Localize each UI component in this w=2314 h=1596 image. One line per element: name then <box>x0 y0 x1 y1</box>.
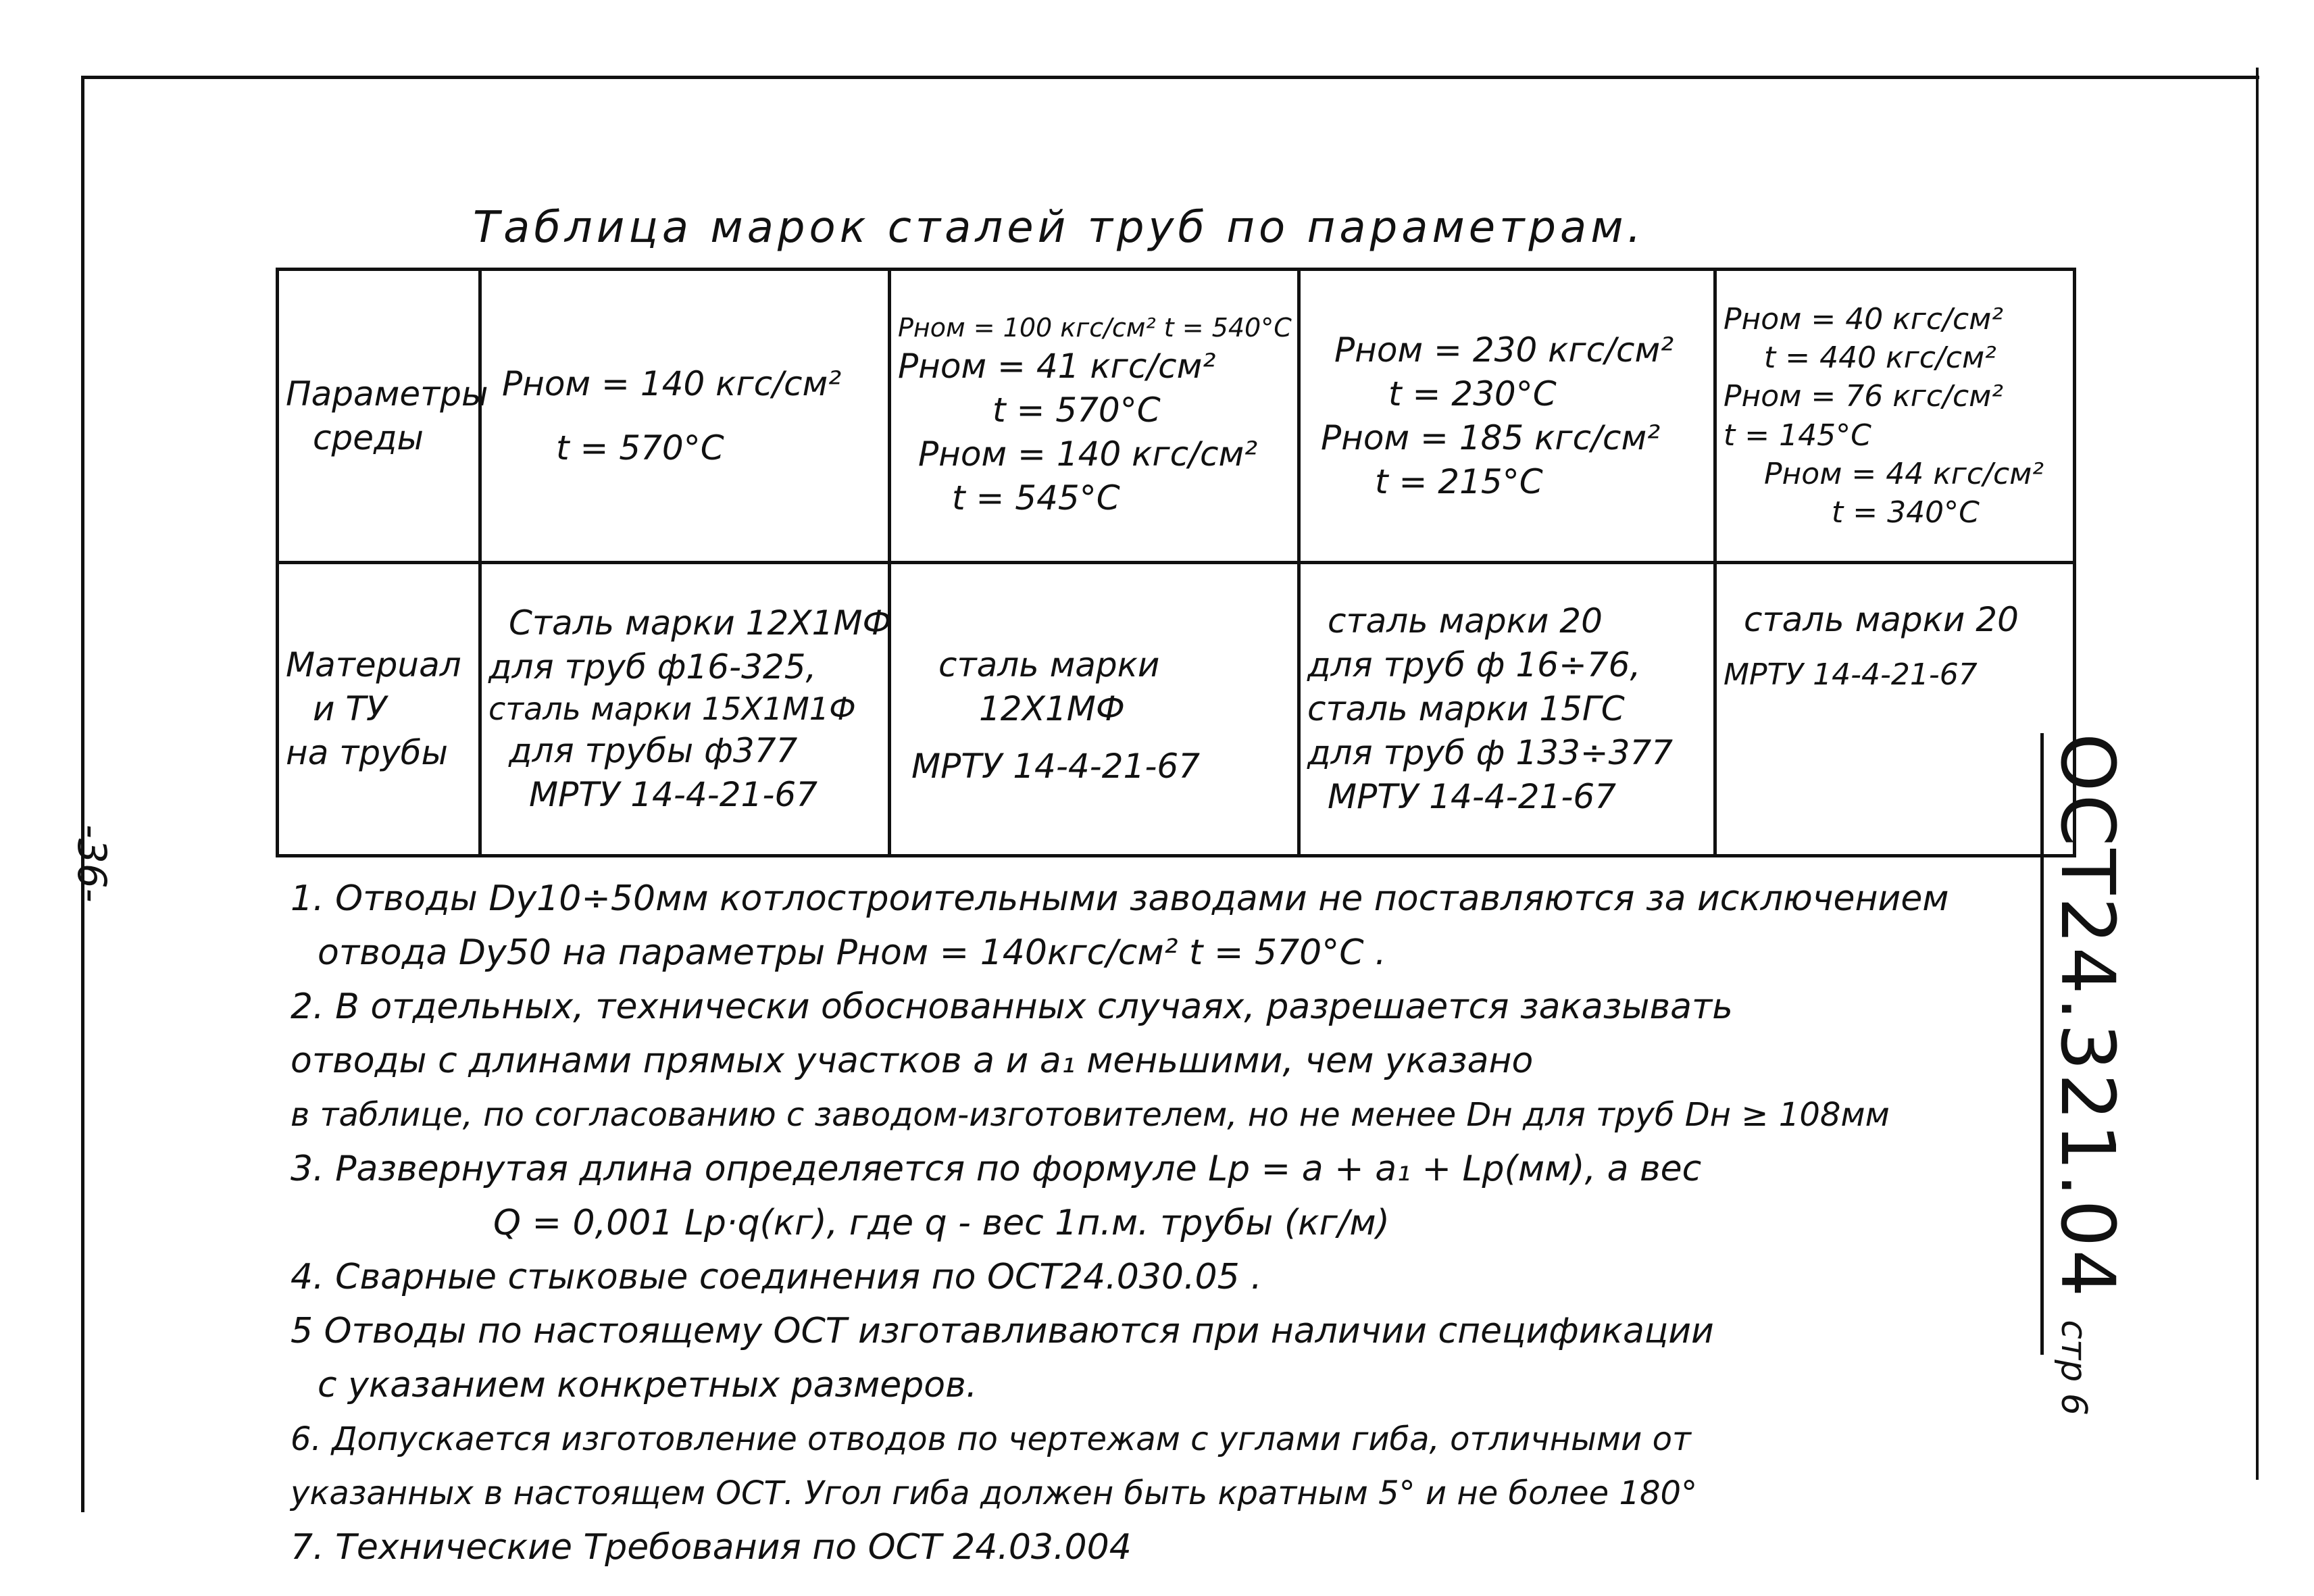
steel-grades-table <box>276 268 2076 857</box>
note-line: 1. Отводы Dу10÷50мм котлостроительными заводами не поставляются за исключением <box>291 878 1949 919</box>
cell-line: и ТУ <box>313 689 387 728</box>
table-cell <box>1299 563 1715 856</box>
row-header-parameters <box>278 270 488 563</box>
cell-line: сталь марки 15ГС <box>1307 689 1625 728</box>
table-cell <box>1715 270 2075 563</box>
cell-line: Pном = 185 кгс/см² <box>1321 418 1661 457</box>
sheet-border-right <box>2256 68 2259 1480</box>
cell-line: МРТУ 14-4-21-67 <box>529 775 818 815</box>
table-cell <box>1715 563 2075 856</box>
note-line: с указанием конкретных размеров. <box>318 1365 978 1405</box>
table-cell <box>1299 270 1715 563</box>
cell-line: Pном = 140 кгс/см² <box>918 434 1258 474</box>
cell-line: Pном = 230 кгс/см² <box>1334 330 1674 370</box>
document-page: стр 6 <box>2053 1320 2094 1416</box>
sheet-border-left <box>81 76 84 1512</box>
cell-line: для труб ф 16÷76, <box>1307 645 1641 684</box>
cell-line: для труб ф 133÷377 <box>1307 733 1674 772</box>
note-line: 2. В отдельных, технически обоснованных случаях, разрешается заказывать <box>291 987 1733 1027</box>
note-line: указанных в настоящем ОСТ. Угол гиба должен быть кратным 5° и не более 180° <box>291 1474 1698 1512</box>
cell-line: t = 570°С <box>992 391 1161 430</box>
note-line: Q = 0,001 Lр·q(кг), где q - вес 1п.м. трубы (кг/м) <box>493 1203 1390 1243</box>
document-code: ОСТ24.321.04 <box>2044 733 2131 1300</box>
note-line: отводы с длинами прямых участков а и а₁ меньшими, чем указано <box>291 1041 1534 1081</box>
notes-block <box>291 872 2209 1574</box>
note-line: 3. Развернутая длина определяется по формуле Lр = а + а₁ + Lр(мм), а вес <box>291 1149 1702 1189</box>
cell-line: сталь марки 15Х1М1Ф <box>488 690 856 727</box>
cell-line: t = 230°С <box>1388 374 1557 414</box>
cell-line: t = 340°С <box>1832 495 1980 530</box>
cell-line: сталь марки 20 <box>1328 601 1603 641</box>
table-cell <box>890 563 1299 856</box>
note-line: 5 Отводы по настоящему ОСТ изготавливаются при наличии спецификации <box>291 1311 1714 1351</box>
cell-line: t = 545°С <box>952 478 1120 518</box>
note-line: 4. Сварные стыковые соединения по ОСТ24.030.05 . <box>291 1257 1262 1297</box>
cell-line: МРТУ 14-4-21-67 <box>911 747 1201 786</box>
note-line: 6. Допускается изготовление отводов по чертежам с углами гиба, отличными от <box>291 1420 1691 1458</box>
cell-line: сталь марки <box>938 645 1160 684</box>
table-row-material <box>278 563 2075 856</box>
cell-line: Pном = 44 кгс/см² <box>1764 456 2044 491</box>
cell-line: Матерuал <box>286 645 461 684</box>
cell-line: для труб ф16-325, <box>488 647 817 687</box>
row-header-material <box>278 563 480 856</box>
cell-line: Pном = 40 кгс/см² <box>1724 301 2003 336</box>
cell-line: t = 570°С <box>556 428 724 468</box>
cell-line: Параметры <box>286 374 488 414</box>
cell-line: Pном = 100 кгс/см² t = 540°С <box>898 312 1292 343</box>
cell-line: t = 215°С <box>1375 462 1543 501</box>
note-line: отвода Dу50 на параметры Pном = 140кгс/см² t = 570°С . <box>318 932 1386 973</box>
cell-line: t = 145°С <box>1724 418 1871 453</box>
table-cell <box>480 563 890 856</box>
cell-line: Сталь марки 12Х1МФ <box>509 603 892 643</box>
document-designation <box>2040 733 2145 1416</box>
cell-line: t = 440 кгс/см² <box>1764 341 1996 376</box>
cell-line: МРТУ 14-4-21-67 <box>1328 777 1617 816</box>
cell-line: среды <box>313 418 424 457</box>
table-row-parameters <box>278 270 2075 563</box>
note-line: в таблице, по согласованию с заводом-изготовителем, но не менее Dн для труб Dн ≥ 108мм <box>291 1096 1890 1134</box>
cell-line: на трубы <box>286 733 448 772</box>
note-line: 7. Технические Требования по ОСТ 24.03.004 <box>291 1527 1132 1568</box>
sheet-border-top <box>81 76 2259 79</box>
cell-line: сталь марки 20 <box>1744 600 2019 639</box>
cell-line: 12Х1МФ <box>979 689 1125 728</box>
page-number: -36- <box>69 824 115 903</box>
cell-line: Pном = 41 кгс/см² <box>898 347 1216 386</box>
table-cell <box>890 270 1299 563</box>
cell-line: МРТУ 14-4-21-67 <box>1724 657 1978 692</box>
table-title: Таблица марок сталей труб по параметрам. <box>473 203 1645 253</box>
table-cell <box>480 270 890 563</box>
cell-line: для трубы ф377 <box>509 731 798 771</box>
cell-line: Pном = 140 кгс/см² <box>502 364 842 403</box>
cell-line: Pном = 76 кгс/см² <box>1724 379 2003 414</box>
